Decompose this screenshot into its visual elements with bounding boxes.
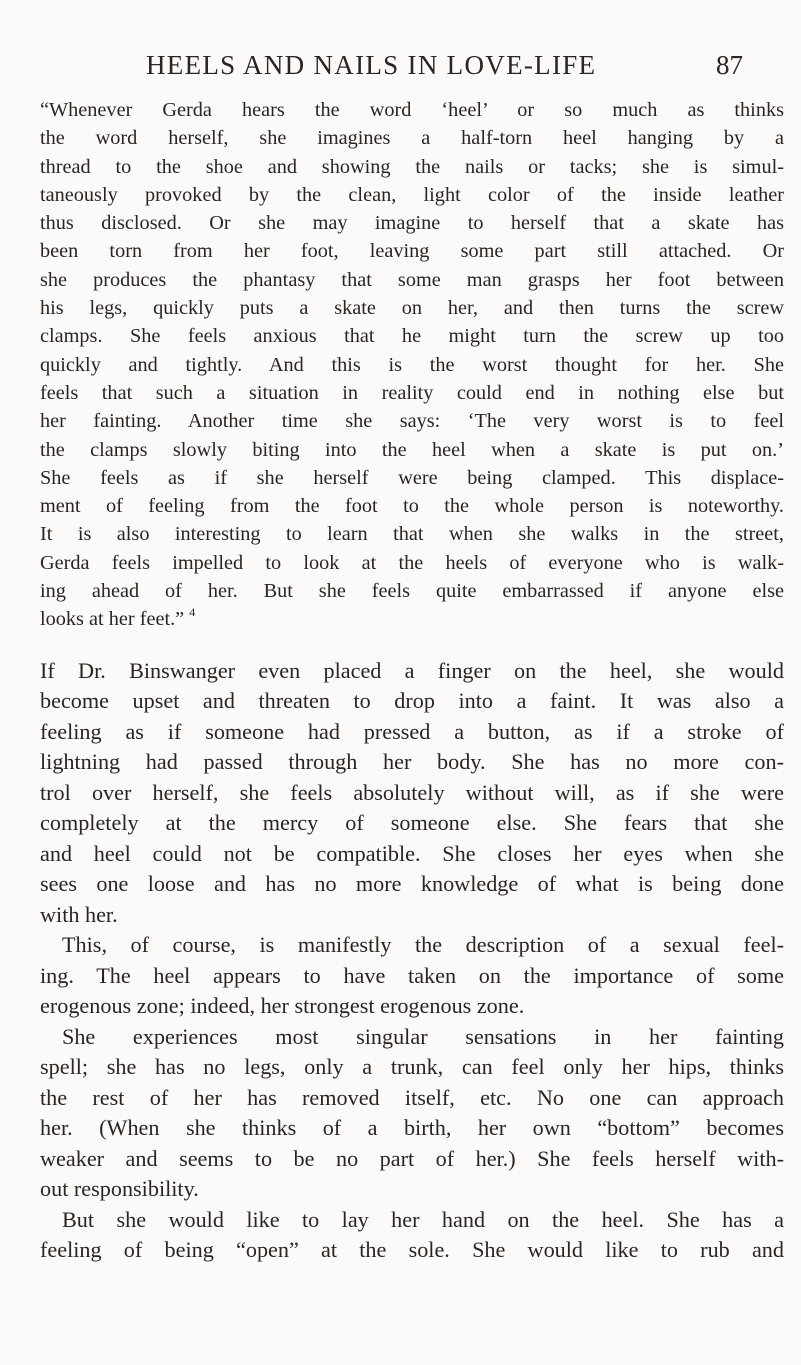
paragraph-line: her. (When she thinks of a birth, her own “bottom” becomes (40, 1115, 784, 1141)
paragraph-line: feeling of being “open” at the sole. She would like to rub and (40, 1237, 784, 1263)
paragraph-line: She experiences most singular sensations in her fainting (62, 1023, 784, 1049)
extract-line: quickly and tightly. And this is the worst thought for her. She (40, 353, 784, 376)
paragraph-line: with her. (40, 901, 118, 927)
paragraph (40, 656, 784, 931)
paragraph-line: lightning had passed through her body. She has no more con- (40, 749, 784, 775)
extract-line: She feels as if she herself were being clamped. This displace- (40, 466, 784, 489)
extract-line: thread to the shoe and showing the nails or tacks; she is simul- (40, 155, 784, 178)
text-block (40, 96, 784, 1266)
page-number: 87 (716, 50, 743, 80)
extract-line: the clamps slowly biting into the heel when a skate is put on.’ (40, 438, 784, 461)
paragraph-line: But she would like to lay her hand on the heel. She has a (62, 1206, 784, 1232)
paragraph-line: erogenous zone; indeed, her strongest erogenous zone. (40, 993, 525, 1019)
paragraph-line: feeling as if someone had pressed a button, as if a stroke of (40, 718, 784, 744)
paragraph-line: sees one loose and has no more knowledge of what is being done (40, 871, 784, 897)
paragraph-line: out responsibility. (40, 1176, 199, 1202)
extract-line: she produces the phantasy that some man grasps her foot between (40, 268, 784, 291)
extract-line: clamps. She feels anxious that he might turn the screw up too (40, 325, 784, 348)
footnote-marker: 4 (189, 605, 196, 620)
paragraph-line: This, of course, is manifestly the description of a sexual feel- (62, 932, 784, 958)
extract-line: his legs, quickly puts a skate on her, and then turns the screw (40, 297, 784, 320)
extract-line: the word herself, she imagines a half-torn heel hanging by a (40, 127, 784, 150)
extract-line: Gerda feels impelled to look at the heels of everyone who is walk- (40, 551, 784, 574)
extract-line: been torn from her foot, leaving some part still attached. Or (40, 240, 784, 263)
paragraph-line: trol over herself, she feels absolutely without will, as if she were (40, 779, 784, 805)
extract-line: ment of feeling from the foot to the whole person is noteworthy. (40, 495, 784, 518)
extract-line: “Whenever Gerda hears the word ‘heel’ or so much as thinks (40, 99, 784, 121)
extract-line: feels that such a situation in reality could end in nothing else but (40, 381, 784, 404)
paragraph-line: and heel could not be compatible. She closes her eyes when she (40, 840, 784, 866)
running-head (40, 50, 761, 90)
extract-last-line (40, 605, 784, 633)
paragraph-line: spell; she has no legs, only a trunk, can feel only her hips, thinks (40, 1054, 784, 1080)
extract-line: her fainting. Another time she says: ‘The very worst is to feel (40, 410, 784, 433)
extract-line-text: looks at her feet.” (40, 608, 185, 631)
paragraph (40, 930, 784, 1022)
paragraph (40, 1022, 784, 1205)
paragraph-line: become upset and threaten to drop into a faint. It was also a (40, 688, 784, 714)
extract-line: It is also interesting to learn that when she walks in the street, (40, 523, 784, 546)
paragraph (40, 1205, 784, 1266)
paragraph-line: weaker and seems to be no part of her.) She feels herself with- (40, 1145, 784, 1171)
body-text (40, 656, 784, 1266)
paragraph-line: the rest of her has removed itself, etc. No one can approach (40, 1084, 784, 1110)
extract-line: taneously provoked by the clean, light color of the inside leather (40, 183, 784, 206)
extract-line: thus disclosed. Or she may imagine to herself that a skate has (40, 212, 784, 235)
paragraph-line: completely at the mercy of someone else. She fears that she (40, 810, 784, 836)
paragraph-line: If Dr. Binswanger even placed a finger on the heel, she would (40, 657, 784, 683)
extract-line: ing ahead of her. But she feels quite embarrassed if anyone else (40, 580, 784, 603)
running-title: HEELS AND NAILS IN LOVE-LIFE (146, 50, 597, 80)
paragraph-line: ing. The heel appears to have taken on the importance of some (40, 962, 784, 988)
block-quote-extract (40, 96, 784, 634)
